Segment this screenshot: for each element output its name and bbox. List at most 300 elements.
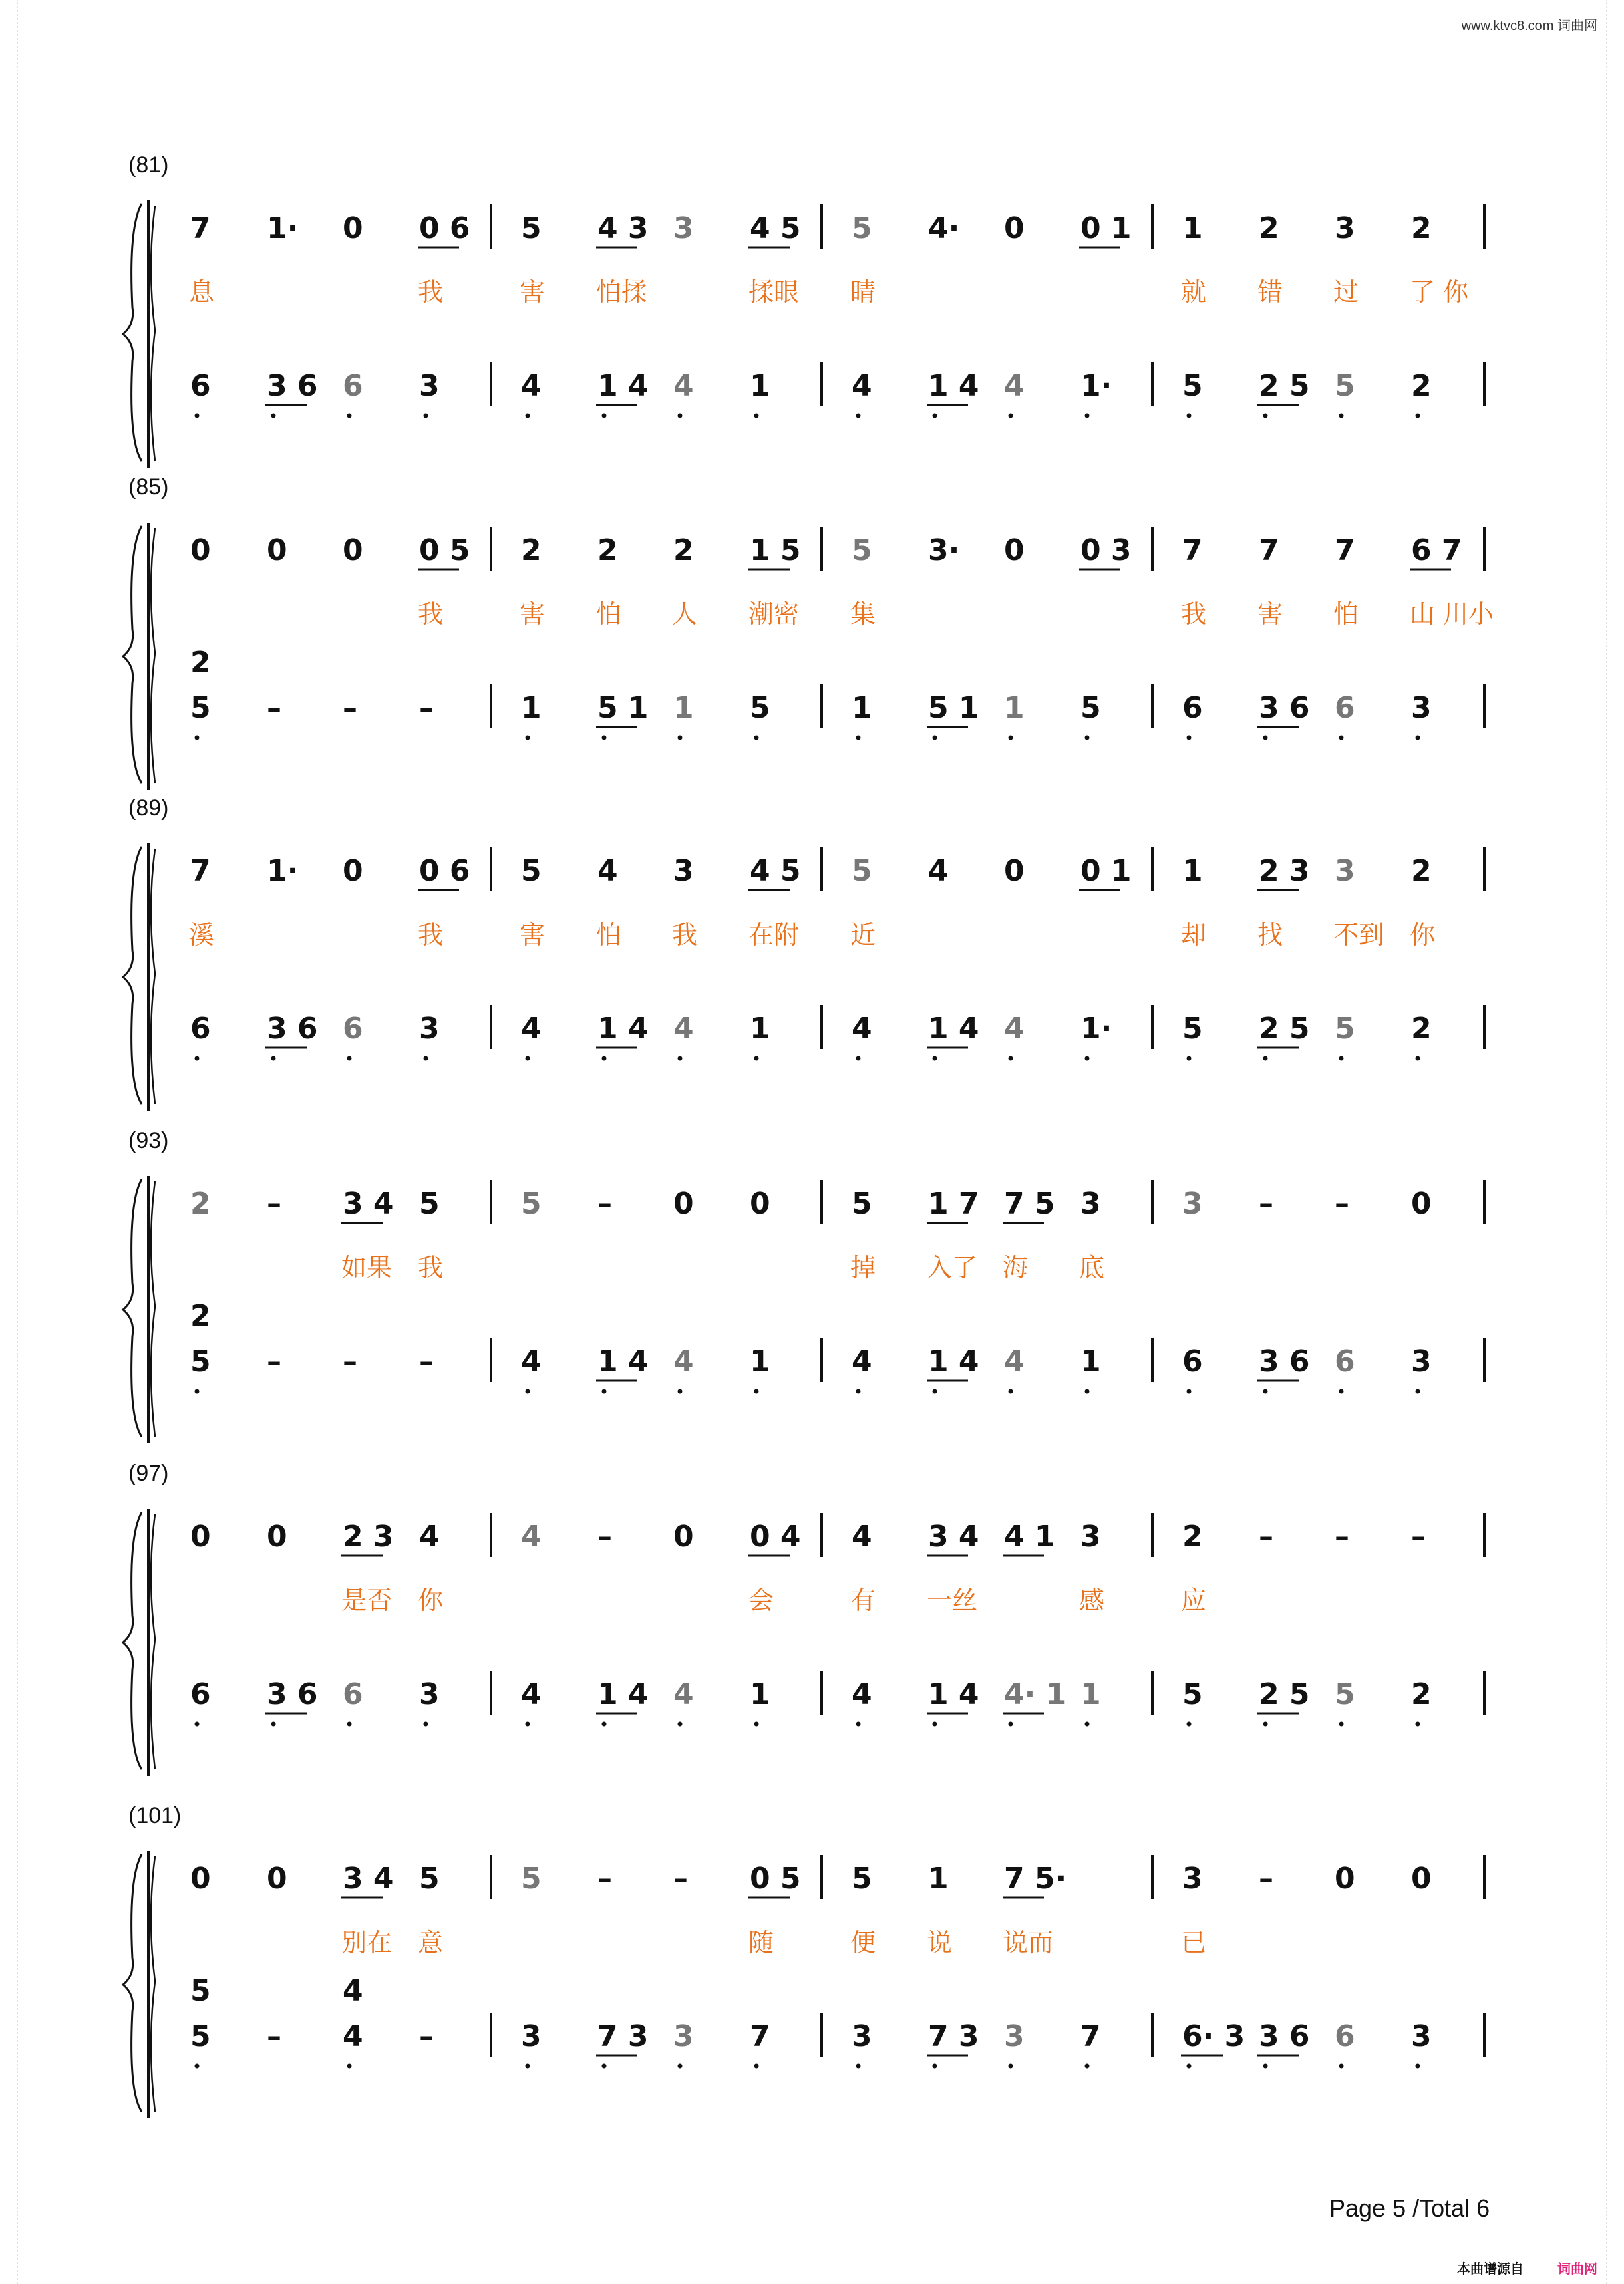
bass-note: 4 [852, 1677, 872, 1711]
octave-dot [1416, 1056, 1420, 1061]
bass-note: 4 [852, 1344, 872, 1379]
melody-note: 1· [267, 854, 299, 888]
melody-note: 0 1 [1080, 854, 1132, 888]
lyric-syllable: 我 [418, 599, 444, 629]
octave-dot [526, 2064, 530, 2069]
bass-note: 3 [419, 1677, 440, 1711]
bass-note: 3 [1004, 2019, 1025, 2053]
melody-note: 4 3 [597, 211, 649, 245]
octave-dot [347, 414, 352, 418]
octave-dot [1263, 414, 1268, 418]
bass-chord-top: 5 [190, 1974, 211, 2008]
bass-note: 6· 3 [1182, 2019, 1245, 2053]
bass-note: 5 [1335, 1677, 1355, 1711]
octave-dot [856, 736, 861, 740]
bass-note: 7 [1080, 2019, 1101, 2053]
melody-note: 5 [521, 1862, 542, 1896]
melody-note: 0 [673, 1187, 694, 1221]
bass-note: – [419, 1344, 434, 1379]
lyric-syllable: 已 [1181, 1928, 1207, 1957]
melody-note: 0 [1004, 211, 1025, 245]
melody-note: 3 [1335, 854, 1355, 888]
octave-dot [1339, 1056, 1344, 1061]
octave-dot [526, 1056, 530, 1061]
system-number: (101) [128, 1803, 182, 1828]
octave-dot [1339, 2064, 1344, 2069]
melody-note: 0 [267, 1520, 287, 1554]
bass-note: 3 6 [1259, 1344, 1310, 1379]
bass-note: 2 [1411, 1012, 1432, 1046]
octave-dot [754, 2064, 759, 2069]
melody-note: 1 7 [928, 1187, 979, 1221]
melody-note: 3· [928, 533, 960, 567]
melody-note: 4 [419, 1520, 440, 1554]
octave-dot [856, 414, 861, 418]
octave-dot [347, 1722, 352, 1727]
staff-bracket [151, 206, 155, 461]
bass-note: 5 [1182, 1012, 1203, 1046]
melody-note: 0 [1004, 533, 1025, 567]
octave-dot [1085, 414, 1090, 418]
bass-note: 6 [343, 1012, 363, 1046]
lyric-syllable: 掉 [850, 1253, 876, 1282]
lyric-syllable: 你 [418, 1586, 444, 1615]
octave-dot [1009, 2064, 1013, 2069]
octave-dot [1416, 414, 1420, 418]
melody-note: 3 4 [928, 1520, 979, 1554]
lyric-syllable: 别在 [341, 1928, 393, 1957]
melody-note: – [597, 1187, 612, 1221]
octave-dot [754, 414, 759, 418]
melody-note: 5 [852, 1187, 872, 1221]
melody-note: 4 [928, 854, 949, 888]
bass-note: 4 [852, 1012, 872, 1046]
lyric-syllable: 我 [418, 277, 444, 307]
bass-note: 4 [673, 1012, 694, 1046]
melody-note: 5 [852, 854, 872, 888]
brace [123, 1854, 142, 2112]
bass-note: 4 [521, 369, 542, 403]
bass-note: 4· 1 [1004, 1677, 1067, 1711]
octave-dot [195, 1389, 200, 1394]
lyric-syllable: 感 [1079, 1586, 1105, 1615]
bass-note: 1 4 [928, 369, 979, 403]
octave-dot [195, 414, 200, 418]
bass-note: 1 [673, 691, 694, 725]
melody-note: 0 [343, 854, 363, 888]
bass-note: 5 1 [597, 691, 649, 725]
bass-note: 4 [852, 369, 872, 403]
octave-dot [1009, 1056, 1013, 1061]
bass-note: 5 [190, 1344, 211, 1379]
bass-note: 1· [1080, 1012, 1112, 1046]
octave-dot [1009, 414, 1013, 418]
melody-note: 0 5 [419, 533, 470, 567]
bass-note: 1 [750, 369, 770, 403]
lyric-syllable: 是否 [341, 1586, 393, 1615]
melody-note: 3 [1182, 1862, 1203, 1896]
melody-note: – [597, 1862, 612, 1896]
octave-dot [602, 1389, 607, 1394]
lyric-syllable: 睛 [850, 277, 876, 307]
bass-note: 1 4 [597, 1677, 649, 1711]
bass-note: 6 [1335, 691, 1355, 725]
octave-dot [424, 1056, 428, 1061]
bass-note: 1 [1080, 1677, 1101, 1711]
lyric-syllable: 害 [1257, 599, 1283, 629]
bass-note: 7 3 [597, 2019, 649, 2053]
melody-note: 0 [1411, 1187, 1432, 1221]
lyric-syllable: 溪 [189, 920, 215, 950]
lyric-syllable: 会 [748, 1586, 774, 1615]
bass-note: 2 5 [1259, 1677, 1310, 1711]
melody-note: 1 [1182, 211, 1203, 245]
watermark-site: 词曲网 [1557, 2262, 1597, 2277]
octave-dot [933, 1056, 937, 1061]
brace [123, 526, 142, 783]
octave-dot [1339, 1389, 1344, 1394]
bass-note: 5 [190, 691, 211, 725]
melody-note: 0 [1411, 1862, 1432, 1896]
melody-note: 7 [190, 854, 211, 888]
octave-dot [1187, 1722, 1192, 1727]
bass-note: 2 5 [1259, 369, 1310, 403]
octave-dot [1263, 1056, 1268, 1061]
melody-note: 0 [750, 1187, 770, 1221]
lyric-syllable: 害 [520, 277, 546, 307]
octave-dot [1339, 414, 1344, 418]
melody-note: 0 [673, 1520, 694, 1554]
staff-bracket [151, 849, 155, 1104]
melody-note: 5 [852, 1862, 872, 1896]
octave-dot [424, 1722, 428, 1727]
bass-note: 1 4 [597, 1012, 649, 1046]
melody-note: 2 3 [343, 1520, 394, 1554]
bass-note: 1 4 [597, 1344, 649, 1379]
lyric-syllable: 揉眼 [748, 277, 800, 307]
melody-note: – [673, 1862, 688, 1896]
bass-note: 3 [852, 2019, 872, 2053]
lyric-syllable: 却 [1181, 920, 1207, 950]
lyric-syllable: 怕 [1333, 599, 1359, 629]
bass-note: 3 [419, 369, 440, 403]
bass-note: 1 4 [928, 1677, 979, 1711]
melody-note: 4 [521, 1520, 542, 1554]
bass-note: 6 [343, 369, 363, 403]
lyric-syllable: 过 [1333, 277, 1359, 307]
octave-dot [1339, 1722, 1344, 1727]
octave-dot [271, 414, 276, 418]
octave-dot [678, 414, 683, 418]
octave-dot [754, 736, 759, 740]
lyric-syllable: 我 [1181, 599, 1207, 629]
bass-note: 6 [190, 1012, 211, 1046]
octave-dot [1416, 1722, 1420, 1727]
bass-note: – [419, 2019, 434, 2053]
melody-note: 0 6 [419, 854, 470, 888]
melody-note: 0 [190, 533, 211, 567]
bass-note: 6 [343, 1677, 363, 1711]
melody-note: 4 5 [750, 854, 801, 888]
octave-dot [1187, 414, 1192, 418]
lyric-syllable: 入了 [927, 1253, 978, 1282]
staff-bracket [151, 1856, 155, 2112]
bass-note: 1 [521, 691, 542, 725]
bass-note: 6 [1335, 2019, 1355, 2053]
octave-dot [754, 1056, 759, 1061]
bass-note: 2 [1411, 369, 1432, 403]
octave-dot [602, 414, 607, 418]
header-url: www.ktvc8.com 词曲网 [1461, 19, 1597, 33]
octave-dot [856, 1722, 861, 1727]
lyric-syllable: 意 [418, 1928, 444, 1957]
bass-note: 3 [521, 2019, 542, 2053]
melody-note: 2 [190, 1187, 211, 1221]
melody-note: 7 [1335, 533, 1355, 567]
lyric-syllable: 不到 [1333, 920, 1385, 950]
melody-note: 2 [1182, 1520, 1203, 1554]
octave-dot [195, 1056, 200, 1061]
lyric-syllable: 我 [672, 920, 698, 950]
octave-dot [195, 1722, 200, 1727]
octave-dot [933, 414, 937, 418]
octave-dot [1009, 1389, 1013, 1394]
octave-dot [678, 1722, 683, 1727]
melody-note: – [1259, 1862, 1273, 1896]
melody-note: – [1335, 1187, 1349, 1221]
bass-note: 5 [1335, 1012, 1355, 1046]
lyric-syllable: 我 [418, 1253, 444, 1282]
octave-dot [933, 2064, 937, 2069]
melody-note: 5 [852, 211, 872, 245]
bass-note: – [267, 2019, 281, 2053]
bass-note: 6 [1335, 1344, 1355, 1379]
melody-note: 3 [1335, 211, 1355, 245]
lyric-syllable: 一丝 [927, 1586, 978, 1615]
octave-dot [1263, 1722, 1268, 1727]
melody-note: – [267, 1187, 281, 1221]
octave-dot [933, 1389, 937, 1394]
lyric-syllable: 找 [1257, 920, 1283, 950]
lyric-syllable: 息 [189, 277, 215, 307]
system-number: (97) [128, 1461, 169, 1486]
octave-dot [678, 1056, 683, 1061]
octave-dot [1187, 736, 1192, 740]
lyric-syllable: 怕 [596, 920, 622, 950]
bass-note: 5 [1080, 691, 1101, 725]
bass-note: 6 [1182, 1344, 1203, 1379]
octave-dot [1416, 736, 1420, 740]
melody-note: 3 [673, 854, 694, 888]
bass-note: 3 [1411, 2019, 1432, 2053]
octave-dot [602, 1722, 607, 1727]
melody-note: 5 [521, 854, 542, 888]
melody-note: 0 [190, 1520, 211, 1554]
bass-note: 4 [1004, 1344, 1025, 1379]
octave-dot [856, 1056, 861, 1061]
brace [123, 204, 142, 461]
octave-dot [933, 1722, 937, 1727]
octave-dot [1416, 2064, 1420, 2069]
lyric-syllable: 错 [1257, 277, 1283, 307]
bass-chord-top: 2 [190, 1299, 211, 1333]
lyric-syllable: 应 [1181, 1586, 1207, 1615]
lyric-syllable: 说 [927, 1928, 953, 1957]
octave-dot [1085, 736, 1090, 740]
bass-note: 6 [1182, 691, 1203, 725]
melody-note: 2 [1259, 211, 1279, 245]
page-number: Page 5 /Total 6 [1329, 2194, 1490, 2222]
melody-note: 0 [267, 533, 287, 567]
melody-note: 4 [597, 854, 618, 888]
melody-note: 0 1 [1080, 211, 1132, 245]
melody-note: – [1335, 1520, 1349, 1554]
melody-note: – [1259, 1187, 1273, 1221]
octave-dot [271, 1722, 276, 1727]
melody-note: 3 4 [343, 1862, 394, 1896]
melody-note: 1 5 [750, 533, 801, 567]
system-number: (89) [128, 795, 169, 821]
melody-note: 5 [852, 533, 872, 567]
melody-note: 3 [673, 211, 694, 245]
lyric-syllable: 潮密 [748, 599, 800, 629]
lyric-syllable: 我 [418, 920, 444, 950]
system-number: (85) [128, 474, 169, 500]
octave-dot [1416, 1389, 1420, 1394]
brace [123, 847, 142, 1104]
bass-note: 5 [1335, 369, 1355, 403]
bass-note: 4 [1004, 369, 1025, 403]
bass-note: 3 [1411, 691, 1432, 725]
bass-note: 5 1 [928, 691, 979, 725]
octave-dot [195, 736, 200, 740]
bass-note: 5 [1182, 1677, 1203, 1711]
bass-note: 3 6 [1259, 2019, 1310, 2053]
lyric-syllable: 怕揉 [596, 277, 647, 307]
melody-note: 2 [1411, 854, 1432, 888]
melody-note: – [1411, 1520, 1426, 1554]
melody-note: 1· [267, 211, 299, 245]
bass-note: 3 6 [267, 369, 318, 403]
octave-dot [1085, 2064, 1090, 2069]
lyric-syllable: 就 [1181, 277, 1207, 307]
octave-dot [1187, 2064, 1192, 2069]
melody-note: 0 [267, 1862, 287, 1896]
bass-note: 3 [673, 2019, 694, 2053]
octave-dot [347, 1056, 352, 1061]
octave-dot [933, 736, 937, 740]
melody-note: 4· [928, 211, 960, 245]
brace [123, 1512, 142, 1769]
bass-note: 6 [190, 369, 211, 403]
bass-note: 5 [190, 2019, 211, 2053]
lyric-syllable: 底 [1079, 1253, 1105, 1282]
octave-dot [1085, 1389, 1090, 1394]
octave-dot [1187, 1056, 1192, 1061]
system-number: (93) [128, 1128, 169, 1153]
bass-note: 1 [750, 1344, 770, 1379]
melody-note: 2 [521, 533, 542, 567]
bass-chord-top: 2 [190, 646, 211, 680]
melody-note: 4 5 [750, 211, 801, 245]
bass-note: 4 [521, 1677, 542, 1711]
bass-note: 7 [750, 2019, 770, 2053]
bass-note: 1· [1080, 369, 1112, 403]
melody-note: 7 [1259, 533, 1279, 567]
melody-note: 2 3 [1259, 854, 1310, 888]
bass-chord-top: 4 [343, 1974, 363, 2008]
staff-bracket [151, 528, 155, 783]
bass-note: 5 [750, 691, 770, 725]
melody-note: 0 [1335, 1862, 1355, 1896]
bass-note: 4 [521, 1012, 542, 1046]
lyric-syllable: 说而 [1003, 1928, 1054, 1957]
bass-note: 6 [190, 1677, 211, 1711]
bass-note: 4 [673, 1677, 694, 1711]
bass-note: 1 [1004, 691, 1025, 725]
melody-note: 3 [1080, 1520, 1101, 1554]
melody-note: 0 [343, 533, 363, 567]
octave-dot [1085, 1722, 1090, 1727]
melody-note: 6 7 [1411, 533, 1462, 567]
melody-note: 2 [1411, 211, 1432, 245]
bass-note: – [343, 1344, 357, 1379]
octave-dot [602, 2064, 607, 2069]
octave-dot [526, 414, 530, 418]
staff-bracket [151, 1514, 155, 1769]
lyric-syllable: 害 [520, 599, 546, 629]
bass-note: 2 [1411, 1677, 1432, 1711]
melody-note: 0 4 [750, 1520, 801, 1554]
melody-note: 5 [419, 1862, 440, 1896]
bass-note: 4 [673, 369, 694, 403]
lyric-syllable: 害 [520, 920, 546, 950]
octave-dot [424, 414, 428, 418]
bass-note: – [419, 691, 434, 725]
octave-dot [856, 2064, 861, 2069]
bass-note: 1 [1080, 1344, 1101, 1379]
lyric-syllable: 在附 [748, 920, 800, 950]
bass-note: 1 4 [597, 369, 649, 403]
lyric-syllable: 便 [850, 1928, 876, 1957]
bass-note: 3 [419, 1012, 440, 1046]
lyric-syllable: 山 川小 [1410, 599, 1494, 629]
melody-note: 5 [521, 211, 542, 245]
bass-note: 7 3 [928, 2019, 979, 2053]
octave-dot [602, 1056, 607, 1061]
melody-note: 7 5· [1004, 1862, 1067, 1896]
octave-dot [1187, 1389, 1192, 1394]
brace [123, 1179, 142, 1437]
octave-dot [1085, 1056, 1090, 1061]
bass-note: – [267, 691, 281, 725]
melody-note: 5 [521, 1187, 542, 1221]
bass-note: 1 [750, 1677, 770, 1711]
octave-dot [271, 1056, 276, 1061]
melody-note: 1 [928, 1862, 949, 1896]
melody-note: 0 6 [419, 211, 470, 245]
melody-note: 0 [1004, 854, 1025, 888]
melody-note: 4 1 [1004, 1520, 1055, 1554]
melody-note: 4 [852, 1520, 872, 1554]
octave-dot [347, 2064, 352, 2069]
melody-note: – [1259, 1520, 1273, 1554]
bass-note: 1 [750, 1012, 770, 1046]
melody-note: 3 [1182, 1187, 1203, 1221]
octave-dot [1009, 1722, 1013, 1727]
bass-note: 1 [852, 691, 872, 725]
octave-dot [526, 1722, 530, 1727]
